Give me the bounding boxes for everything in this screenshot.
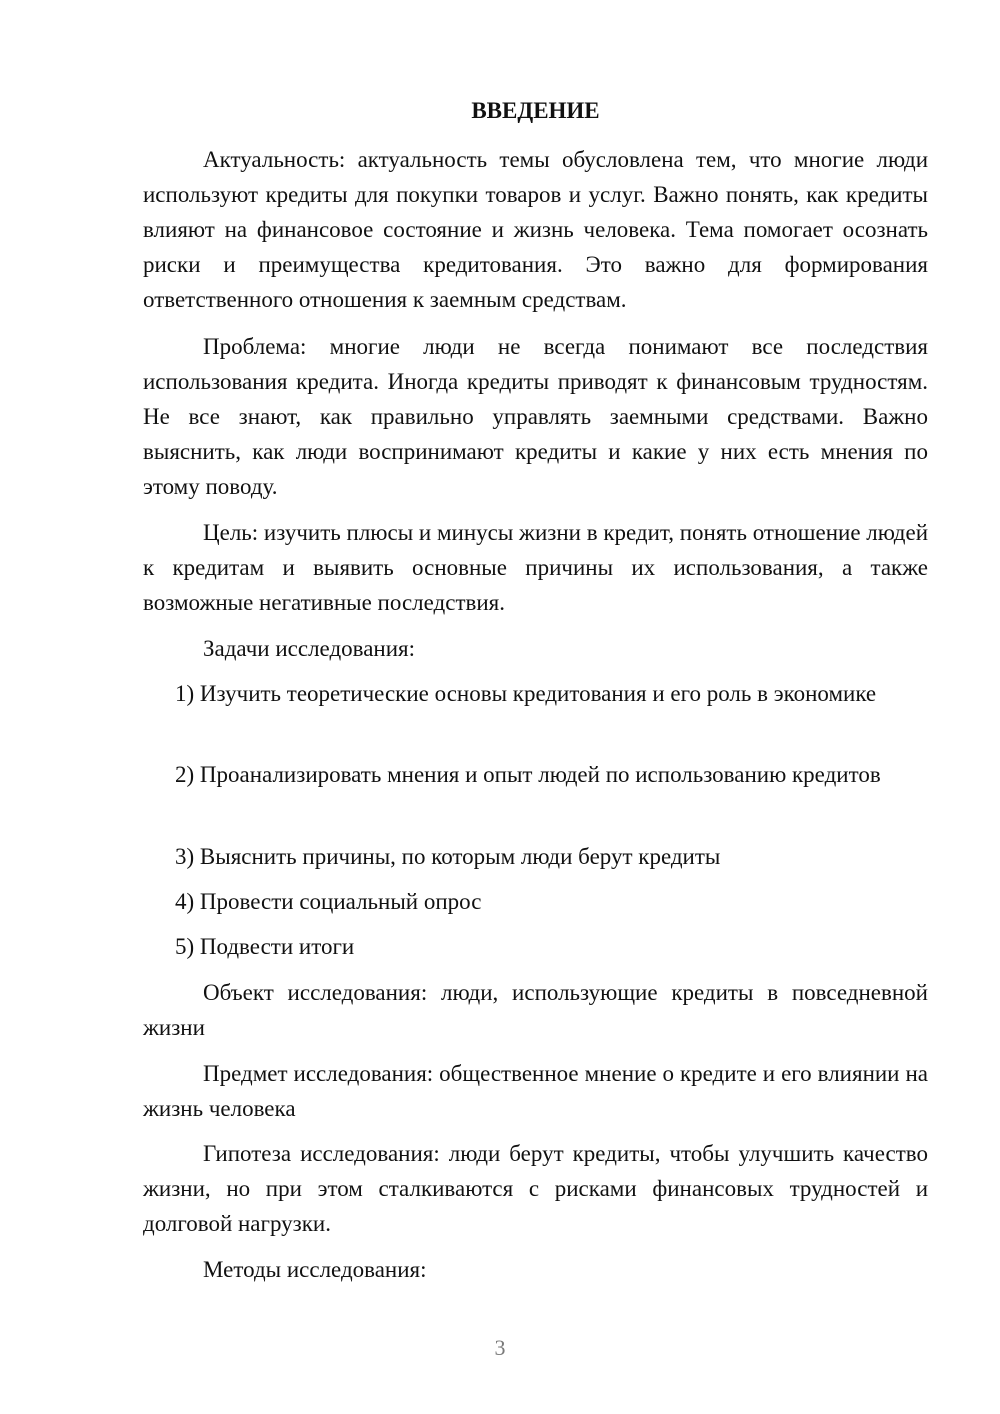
page-number: 3	[494, 1335, 506, 1360]
task-item-2: 2) Проанализировать мнения и опыт людей по использованию кредитов	[175, 762, 881, 787]
task-item-5: 5) Подвести итоги	[175, 934, 355, 959]
paragraph-relevance: Актуальность: актуальность темы обусловлена тем, что многие люди используют кредиты для покупки товаров и услуг. Важно понять, как кредиты влияют на финансовое состояние и жизнь человека. Тема помогает осознать риски и преимущества кредитования. Это важно для формирования ответственного отношения к заемным средствам.	[143, 147, 928, 312]
paragraph-goal: Цель: изучить плюсы и минусы жизни в кредит, понять отношение людей к кредитам и выявить основные причины их использования, а также возможные негативные последствия.	[143, 520, 928, 615]
paragraph-problem: Проблема: многие люди не всегда понимают все последствия использования кредита. Иногда кредиты приводят к финансовым трудностям. Не все знают, как правильно управлять заемными средствами. Важно выяснить, как люди воспринимают кредиты и какие у них есть мнения по этому поводу.	[143, 334, 928, 499]
task-item-1: 1) Изучить теоретические основы кредитования и его роль в экономике	[175, 681, 877, 706]
task-item-3: 3) Выяснить причины, по которым люди берут кредиты	[175, 844, 721, 869]
paragraph-subject: Предмет исследования: общественное мнение о кредите и его влиянии на жизнь человека	[143, 1061, 928, 1121]
task-item-4: 4) Провести социальный опрос	[175, 889, 482, 914]
paragraph-hypothesis: Гипотеза исследования: люди берут кредиты, чтобы улучшить качество жизни, но при этом сталкиваются с рисками финансовых трудностей и долговой нагрузки.	[143, 1141, 928, 1236]
paragraph-tasks-heading: Задачи исследования:	[203, 636, 416, 661]
paragraph-methods-heading: Методы исследования:	[203, 1257, 427, 1282]
paragraph-object: Объект исследования: люди, использующие кредиты в повседневной жизни	[143, 980, 928, 1040]
page-title: ВВЕДЕНИЕ	[471, 98, 600, 123]
